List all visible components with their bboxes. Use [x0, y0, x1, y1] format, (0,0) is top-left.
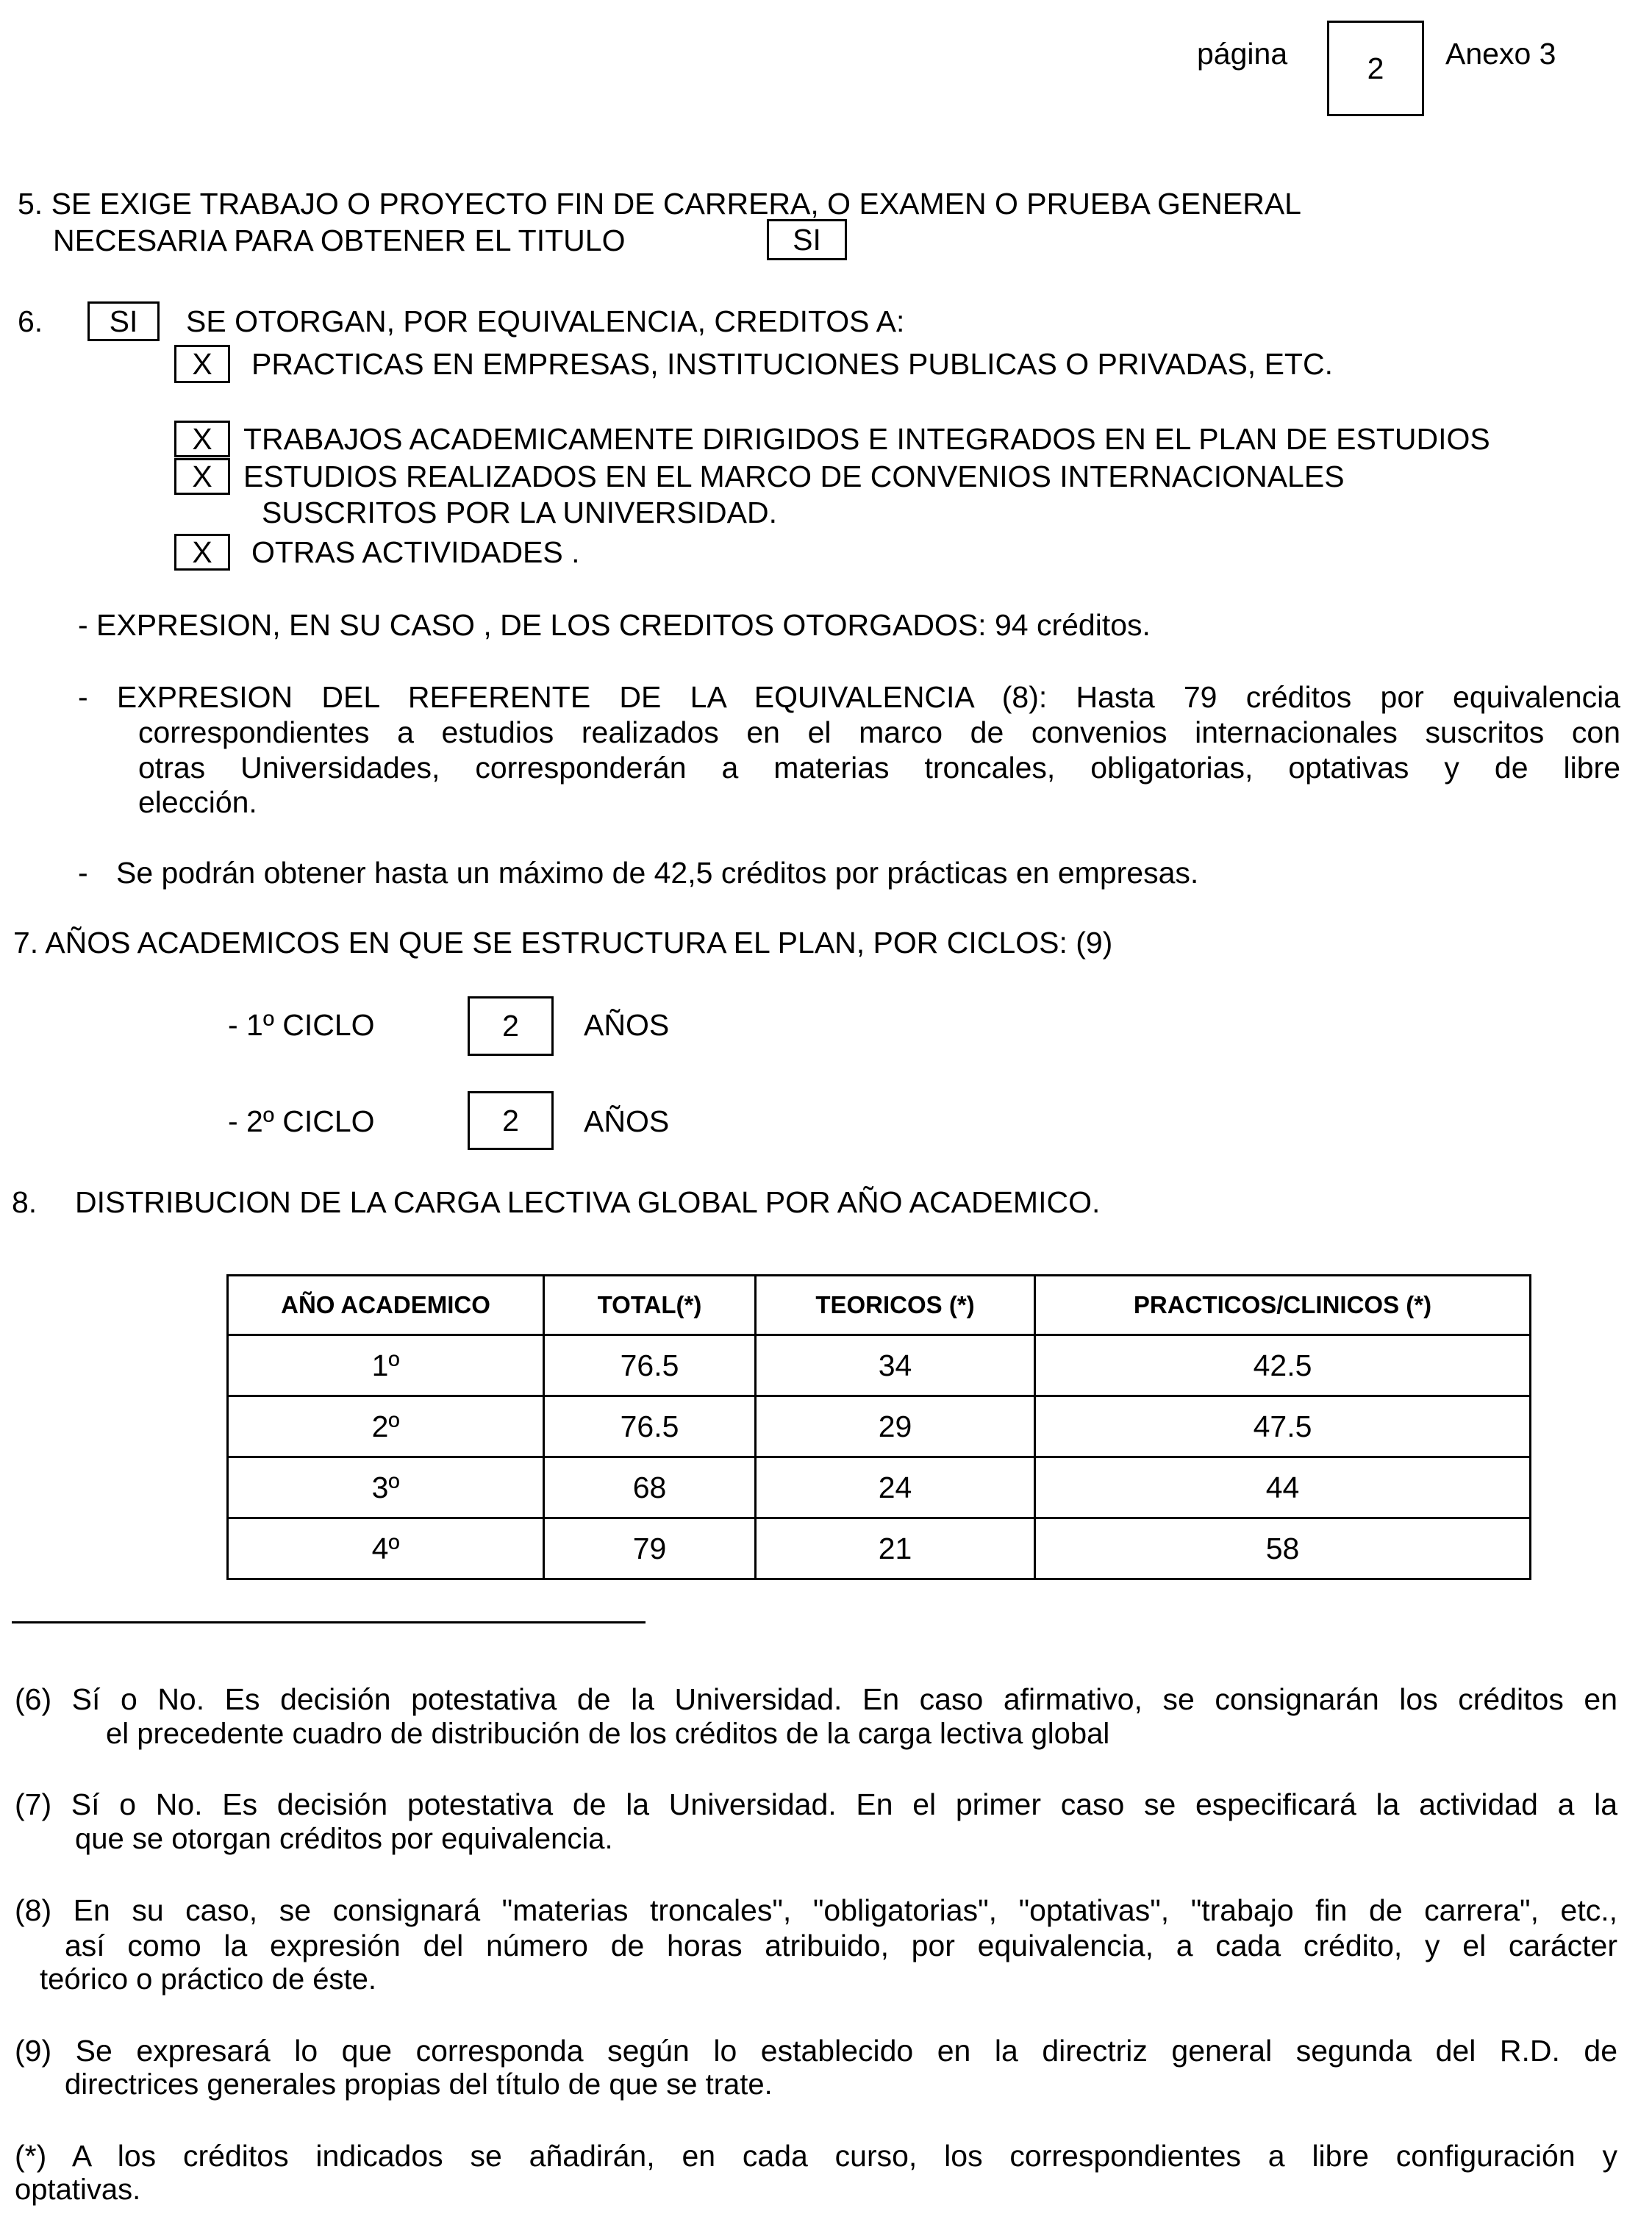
check-mark-icon: X	[192, 346, 212, 381]
footnote-9-line1: (9) Se expresará lo que corresponda según lo establecido en la directriz general segunda del R.D. de	[15, 2034, 1617, 2068]
option-trabajos-checkbox[interactable]	[174, 421, 230, 457]
carga-lectiva-table	[226, 1274, 1531, 1580]
option-otras-checkbox[interactable]	[174, 534, 230, 571]
cell-ano: 2º	[228, 1396, 544, 1457]
footnote-8-line1: (8) En su caso, se consignará "materias troncales", "obligatorias", "optativas", "trabajo fin de carrera", etc.,	[15, 1893, 1617, 1927]
annex-label: Anexo 3	[1445, 37, 1556, 71]
cycle1-years: 2	[502, 1009, 519, 1043]
item5-line1: 5. SE EXIGE TRABAJO O PROYECTO FIN DE CARRERA, O EXAMEN O PRUEBA GENERAL	[18, 187, 1301, 221]
table-row	[228, 1396, 1531, 1457]
cell-teoricos: 21	[756, 1518, 1035, 1579]
cell-total: 79	[544, 1518, 756, 1579]
cycle1-years-box	[468, 996, 554, 1056]
option-otras-label: OTRAS ACTIVIDADES .	[251, 535, 580, 569]
cycle2-years-box	[468, 1091, 554, 1150]
cycle2-years: 2	[502, 1103, 519, 1137]
item5-line2: NECESARIA PARA OBTENER EL TITULO	[53, 224, 626, 257]
item6-answer: SI	[109, 304, 138, 338]
cell-ano: 4º	[228, 1518, 544, 1579]
col-header-total: TOTAL(*)	[544, 1276, 756, 1335]
page-number-box	[1327, 21, 1424, 116]
cycle2-label: - 2º CICLO	[228, 1104, 375, 1138]
table-header-row	[228, 1276, 1531, 1335]
item5-answer: SI	[793, 222, 821, 257]
referente-line1: - EXPRESION DEL REFERENTE DE LA EQUIVALENCIA (8): Hasta 79 créditos por equivalencia	[78, 680, 1620, 714]
footnote-7-line1: (7) Sí o No. Es decisión potestativa de la Universidad. En el primer caso se especificará la actividad a la	[15, 1787, 1617, 1821]
footnote-separator	[12, 1621, 646, 1623]
item6-number: 6.	[18, 304, 43, 338]
option-practicas-checkbox[interactable]	[174, 345, 230, 383]
footnote-6-line2: el precedente cuadro de distribución de los créditos de la carga lectiva global	[106, 1718, 1110, 1750]
footnote-7-line2: que se otorgan créditos por equivalencia.	[75, 1823, 613, 1855]
item6-heading: SE OTORGAN, POR EQUIVALENCIA, CREDITOS A:	[186, 304, 905, 338]
col-header-teoricos: TEORICOS (*)	[756, 1276, 1035, 1335]
referente-line4: elección.	[138, 785, 257, 819]
option-practicas-label: PRACTICAS EN EMPRESAS, INSTITUCIONES PUBLICAS O PRIVADAS, ETC.	[251, 347, 1333, 381]
cycle2-unit: AÑOS	[584, 1104, 670, 1138]
option-convenios-checkbox[interactable]	[174, 458, 230, 495]
page-number: 2	[1367, 51, 1384, 85]
cycle1-label: - 1º CICLO	[228, 1008, 375, 1042]
check-mark-icon: X	[192, 421, 212, 456]
item8-heading: DISTRIBUCION DE LA CARGA LECTIVA GLOBAL POR AÑO ACADEMICO.	[75, 1185, 1101, 1219]
practicas-dash: -	[78, 856, 88, 890]
cell-practicos: 42.5	[1035, 1335, 1531, 1396]
item6-answer-box	[87, 301, 160, 341]
option-trabajos-label: TRABAJOS ACADEMICAMENTE DIRIGIDOS E INTEGRADOS EN EL PLAN DE ESTUDIOS	[243, 422, 1490, 456]
cell-teoricos: 24	[756, 1457, 1035, 1518]
item7-heading: 7. AÑOS ACADEMICOS EN QUE SE ESTRUCTURA EL PLAN, POR CICLOS: (9)	[13, 926, 1113, 960]
item5-answer-box	[767, 219, 847, 260]
item8-number: 8.	[12, 1185, 37, 1219]
cell-total: 76.5	[544, 1335, 756, 1396]
col-header-practicos: PRACTICOS/CLINICOS (*)	[1035, 1276, 1531, 1335]
referente-line3: otras Universidades, corresponderán a materias troncales, obligatorias, optativas y de libre	[138, 751, 1620, 785]
cell-practicos: 47.5	[1035, 1396, 1531, 1457]
cell-ano: 3º	[228, 1457, 544, 1518]
cell-total: 76.5	[544, 1396, 756, 1457]
practicas-max: Se podrán obtener hasta un máximo de 42,5 créditos por prácticas en empresas.	[116, 856, 1199, 890]
cell-teoricos: 34	[756, 1335, 1035, 1396]
footnote-6-line1: (6) Sí o No. Es decisión potestativa de la Universidad. En caso afirmativo, se consignarán los créditos en	[15, 1682, 1617, 1716]
col-header-ano: AÑO ACADEMICO	[228, 1276, 544, 1335]
option-convenios-label: ESTUDIOS REALIZADOS EN EL MARCO DE CONVENIOS INTERNACIONALES	[243, 460, 1345, 493]
table-row	[228, 1457, 1531, 1518]
cell-practicos: 44	[1035, 1457, 1531, 1518]
expresion-creditos: - EXPRESION, EN SU CASO , DE LOS CREDITOS OTORGADOS: 94 créditos.	[78, 608, 1151, 642]
check-mark-icon: X	[192, 459, 212, 493]
footnote-star-line1: (*) A los créditos indicados se añadirán, en cada curso, los correspondientes a libre configuración y	[15, 2139, 1617, 2173]
check-mark-icon: X	[192, 535, 212, 569]
footnote-9-line2: directrices generales propias del título de que se trate.	[65, 2068, 773, 2101]
table-row	[228, 1335, 1531, 1396]
footnote-star-line2: optativas.	[15, 2173, 141, 2206]
page-label: página	[1197, 37, 1288, 71]
cell-total: 68	[544, 1457, 756, 1518]
cell-practicos: 58	[1035, 1518, 1531, 1579]
cell-teoricos: 29	[756, 1396, 1035, 1457]
footnote-8-line3: teórico o práctico de éste.	[40, 1963, 377, 1996]
cycle1-unit: AÑOS	[584, 1008, 670, 1042]
cell-ano: 1º	[228, 1335, 544, 1396]
referente-line2: correspondientes a estudios realizados en el marco de convenios internacionales suscritos con	[138, 715, 1620, 749]
table-row	[228, 1518, 1531, 1579]
footnote-8-line2: así como la expresión del número de horas atribuido, por equivalencia, a cada crédito, y el carácter	[65, 1929, 1617, 1962]
option-convenios-label2: SUSCRITOS POR LA UNIVERSIDAD.	[262, 496, 777, 529]
